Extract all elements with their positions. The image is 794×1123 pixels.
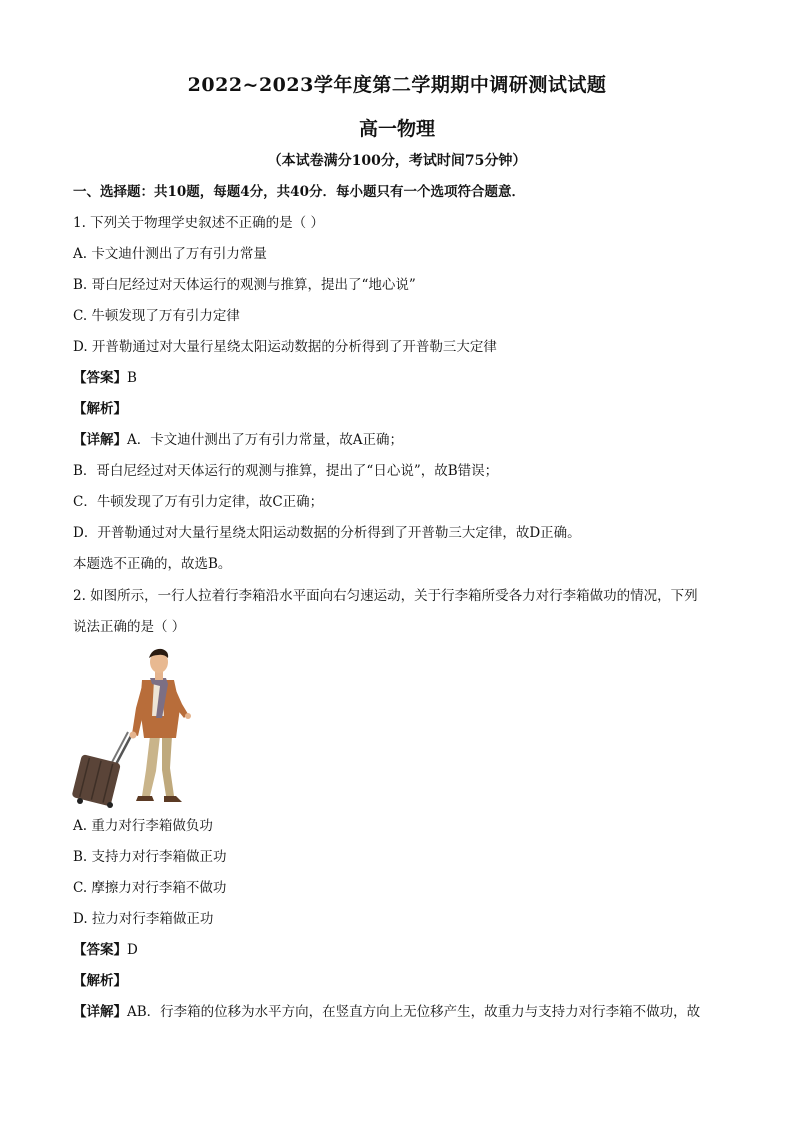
- q2-option-b: B. 支持力对行李箱做正功: [73, 849, 227, 865]
- q1-stem: 1. 下列关于物理学史叙述不正确的是（ ）: [73, 215, 324, 231]
- exam-title: 2022~2023学年度第二学期期中调研测试试题: [187, 74, 607, 96]
- q1-option-b: B. 哥白尼经过对天体运行的观测与推算，提出了“地心说”: [73, 277, 416, 293]
- q1-answer-value: B: [127, 370, 137, 386]
- q2-detail-line-1: AB．行李箱的位移为水平方向，在竖直方向上无位移产生，故重力与支持力对行李箱不做功，故: [127, 1004, 701, 1020]
- q2-answer-value: D: [127, 942, 138, 958]
- q1-analysis-tag: 【解析】: [73, 401, 127, 417]
- q1-option-c: C. 牛顿发现了万有引力定律: [73, 308, 240, 324]
- q2-stem-line-2: 说法正确的是（ ）: [73, 619, 186, 635]
- q1-detail-line-5: 本题选不正确的，故选B。: [73, 556, 232, 572]
- q1-detail-line-2: B．哥白尼经过对天体运行的观测与推算，提出了“日心说”，故B错误；: [73, 463, 499, 479]
- q1-analysis: [73, 400, 127, 418]
- q1-option-a: A. 卡文迪什测出了万有引力常量: [73, 246, 267, 262]
- q2-option-c: C. 摩擦力对行李箱不做功: [73, 880, 227, 896]
- q2-answer-tag: 【答案】: [73, 942, 127, 958]
- q2-option-a: A. 重力对行李箱做负功: [73, 818, 213, 834]
- q2-analysis: [73, 972, 127, 990]
- traveler-with-suitcase-image: [70, 646, 200, 808]
- q1-answer-tag: 【答案】: [73, 370, 127, 386]
- q1-detail-tag: 【详解】: [73, 432, 127, 448]
- q2-detail-tag: 【详解】: [73, 1004, 127, 1020]
- q1-answer: [73, 369, 137, 387]
- q1-detail-line-4: D．开普勒通过对大量行星绕太阳运动数据的分析得到了开普勒三大定律，故D正确。: [73, 525, 581, 541]
- section-heading: 一、选择题：共10题，每题4分，共40分．每小题只有一个选项符合题意．: [73, 184, 525, 200]
- q1-detail-line-3: C．牛顿发现了万有引力定律，故C正确；: [73, 494, 324, 510]
- exam-subject: 高一物理: [358, 118, 435, 140]
- q2-analysis-tag: 【解析】: [73, 973, 127, 989]
- q1-option-d: D. 开普勒通过对大量行星绕太阳运动数据的分析得到了开普勒三大定律: [73, 339, 497, 355]
- q2-detail: [73, 1003, 700, 1021]
- q2-stem-line-1: 2. 如图所示，一行人拉着行李箱沿水平面向右匀速运动，关于行李箱所受各力对行李箱做功的情况，下列: [73, 588, 698, 604]
- q2-option-d: D. 拉力对行李箱做正功: [73, 911, 214, 927]
- q1-detail-line-1: A．卡文迪什测出了万有引力常量，故A正确；: [127, 432, 403, 448]
- exam-note: （本试卷满分100分，考试时间75分钟）: [267, 153, 527, 169]
- q2-answer: [73, 941, 138, 959]
- q1-detail: [73, 431, 403, 449]
